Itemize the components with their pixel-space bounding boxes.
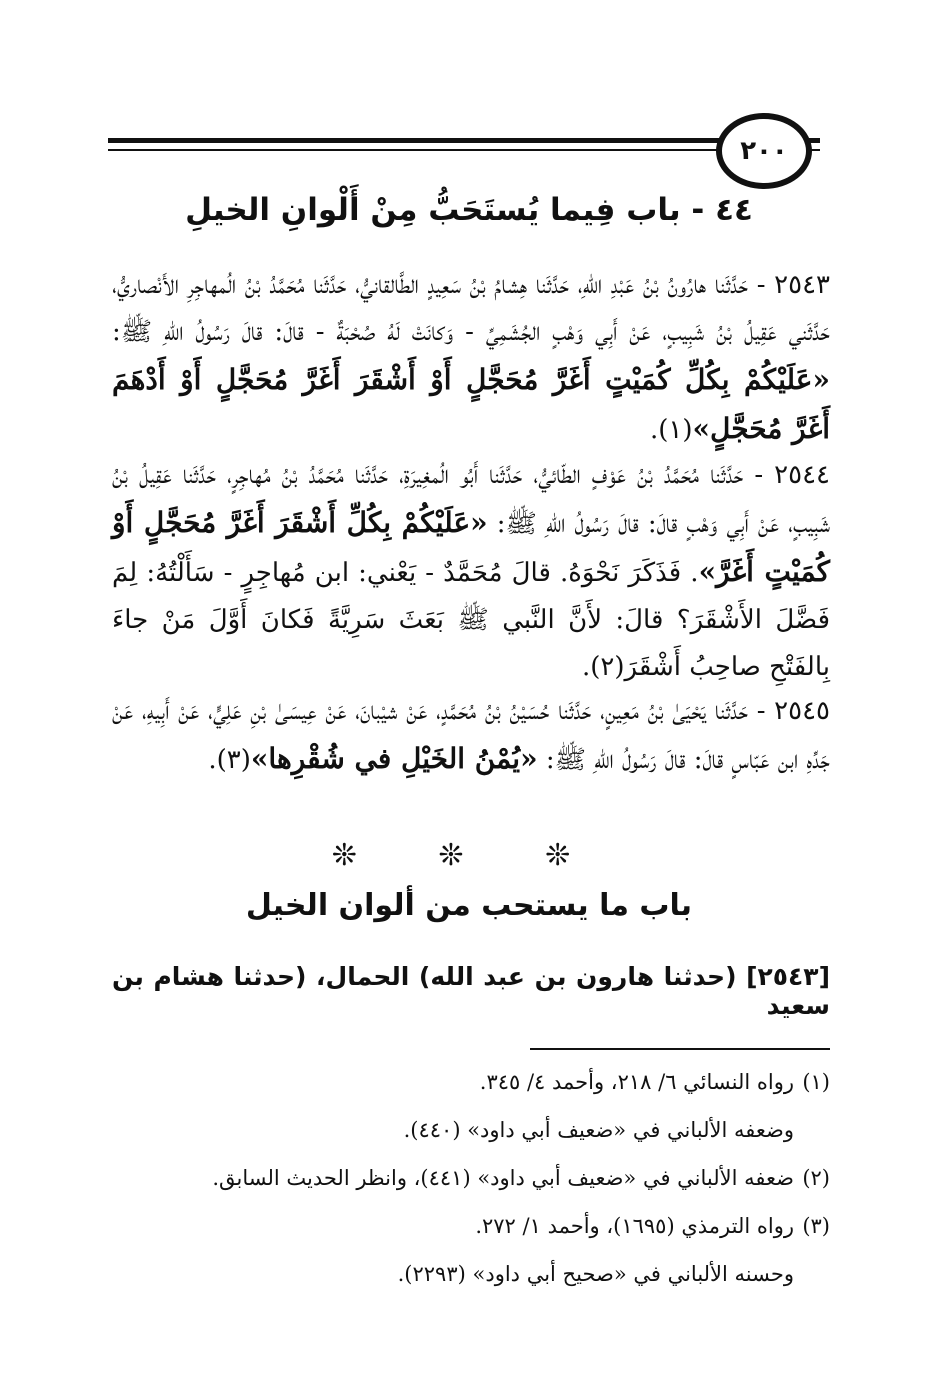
footnote-text: وضعفه الألباني في «ضعيف أبي داود» (٤٤٠). bbox=[403, 1118, 794, 1142]
footnote-text: رواه الترمذي (١٦٩٥)، وأحمد ١/ ٢٧٢. bbox=[475, 1214, 794, 1238]
hadith-matn: «عَلَيْكُمْ بِكُلِّ أَشْقَرَ أَغَرَّ مُحَجَّلٍ أَوْ كُمَيْتٍ أَغَرَّ» bbox=[112, 506, 830, 588]
section-title: باب ما يستحب من ألوان الخيل bbox=[245, 888, 693, 923]
hadith-2545 bbox=[112, 688, 830, 784]
header-rule bbox=[108, 138, 820, 158]
chapter-title: ٤٤ - باب فِيما يُستَحَبُّ مِنْ أَلْوانِ الخيلِ bbox=[185, 192, 753, 228]
page-number: ٢٠٠ bbox=[716, 113, 812, 189]
footnote-text: وحسنه الألباني في «صحيح أبي داود» (٢٢٩٣). bbox=[397, 1262, 794, 1286]
footnote-number: (٣) bbox=[802, 1214, 830, 1238]
hadith-tail: (١). bbox=[649, 415, 693, 445]
footnote-3 bbox=[112, 1202, 830, 1250]
footnote-1-continued bbox=[112, 1106, 830, 1154]
footnote-number: (٢) bbox=[802, 1166, 830, 1190]
footnote-text: رواه النسائي ٦/ ٢١٨، وأحمد ٤/ ٣٤٥. bbox=[479, 1070, 794, 1094]
footnote-separator bbox=[530, 1048, 830, 1050]
hadith-matn: «عَلَيْكُمْ بِكُلِّ كُمَيْتٍ أَغَرَّ مُحَجَّلٍ أَوْ أَشْقَرَ أَغَرَّ مُحَجَّلٍ أَوْ أَدْهَمَ أَغَرَّ مُحَجَّلٍ» bbox=[112, 363, 830, 445]
hadith-tail: (٣). bbox=[208, 745, 251, 775]
header-rule-thick bbox=[108, 138, 820, 143]
footnote-number: (١) bbox=[802, 1070, 830, 1094]
hadith-matn: «يُمْنُ الخَيْلِ في شُقْرِها» bbox=[250, 742, 538, 775]
commentary-start: [٢٥٤٣] (حدثنا هارون بن عبد الله) الحمال، (حدثنا هشام بن سعيد bbox=[112, 962, 830, 1020]
hadith-isnad: ٢٥٤٥ - حَدَّثَنا يَحْيَىٰ بْنُ مَعِينٍ، حَدَّثَنا حُسَيْنُ بْنُ مُحَمَّدٍ، عَنْ شيْبانَ، عَنْ عِيسَىٰ بْنِ عَلِيٍّ، عَنْ أَبِيهِ، عَنْ جَدِّهِ ابن عَبّاسٍ قالَ: قالَ رَسُولُ اللهِ ﷺ: bbox=[112, 696, 830, 775]
hadith-tail: . فَذَكَرَ نَحْوَهُ. قالَ مُحَمَّدٌ - يَعْني: ابن مُهاجِرٍ - سَأَلْتُهُ: لِمَ فَضَّلَ الأَشْقَرَ؟ قالَ: لأَنَّ النَّبي ﷺ بَعَثَ سَرِيَّةً فَكانَ أَوَّلَ مَنْ جاءَ بِالفَتْحِ صاحِبُ أَشْقَرَ(٢). bbox=[112, 558, 831, 682]
footnotes bbox=[112, 1058, 830, 1298]
footnote-2 bbox=[112, 1154, 830, 1202]
hadith-isnad: ٢٥٤٤ - حَدَّثَنا مُحَمَّدُ بْنُ عَوْفٍ الطّائيُّ، حَدَّثَنا أَبُو الُمغِيرَةِ، حَدَّثَنا مُحَمَّدُ بْنُ مُهاجِرٍ، حَدَّثَنا عَقِيلُ بْنُ شَبِيبٍ، عَنْ أَبِي وَهْبٍ قالَ: قالَ رَسُولُ اللهِ ﷺ: bbox=[112, 460, 831, 539]
section-separator-stars: ❊ ❊ ❊ bbox=[331, 838, 607, 873]
hadith-2543 bbox=[112, 262, 830, 454]
hadith-2544 bbox=[112, 452, 830, 691]
footnote-1 bbox=[112, 1058, 830, 1106]
footnote-text: ضعفه الألباني في «ضعيف أبي داود» (٤٤١)، وانظر الحديث السابق. bbox=[212, 1166, 794, 1190]
footnote-3-continued bbox=[112, 1250, 830, 1298]
hadith-isnad: ٢٥٤٣ - حَدَّثَنا هارُونُ بْنُ عَبْدِ اللهِ، حَدَّثَنا هِشامُ بْنُ سَعِيدٍ الطَّالقانيُّ، حَدَّثَنا مُحَمَّدُ بْنُ الُمهاجِرِ الأَنْصاريُّ، حَدَّثَني عَقِيلُ بْنُ شَبِيبٍ، عَنْ أَبِي وَهْبٍ الجُشَمِيِّ - وَكانَتْ لَهُ صُحْبَةٌ - قالَ: قالَ رَسُولُ اللهِ ﷺ: bbox=[112, 270, 830, 347]
header-rule-thin bbox=[108, 149, 820, 151]
